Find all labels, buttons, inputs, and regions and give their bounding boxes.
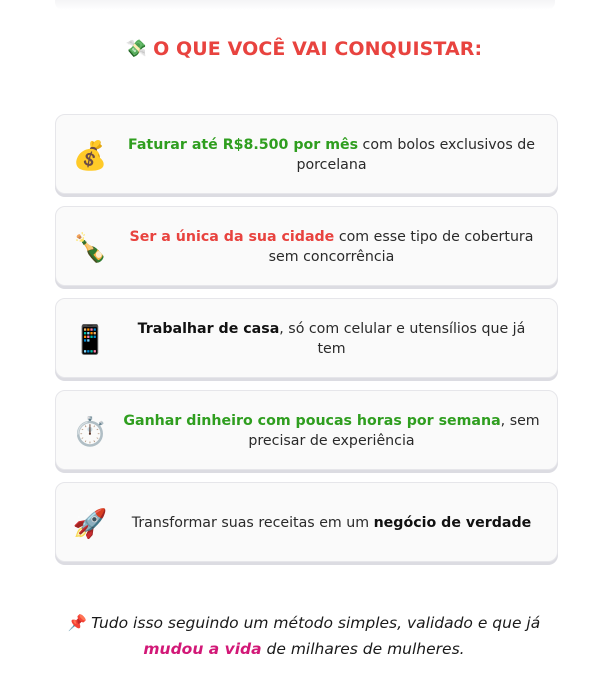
champagne-bottle-icon: 🍾 xyxy=(72,230,108,264)
footer-text-after: de milhares de mulheres. xyxy=(261,640,465,658)
top-fade-divider xyxy=(55,0,555,10)
section-heading-text: O QUE VOCÊ VAI CONQUISTAR: xyxy=(153,38,483,60)
benefit-text xyxy=(122,207,541,287)
footer-highlight: mudou a vida xyxy=(143,640,262,658)
stopwatch-icon: ⏱️ xyxy=(72,414,108,448)
benefit-highlight: negócio de verdade xyxy=(373,515,532,531)
benefit-rest: , só com celular e utensílios que já tem xyxy=(279,321,526,357)
benefit-card-work-home xyxy=(55,298,558,378)
benefit-prefix: Transformar suas receitas em um xyxy=(131,515,374,531)
benefit-rest: com bolos exclusivos de porcelana xyxy=(296,137,535,173)
benefit-highlight: Ser a única da sua cidade xyxy=(129,229,335,245)
money-bag-icon: 💰 xyxy=(72,138,108,172)
benefit-text xyxy=(122,391,541,471)
footer-text-before: Tudo isso seguindo um método simples, validado e que já xyxy=(91,614,541,632)
benefit-card-few-hours xyxy=(55,390,558,470)
benefit-card-unique xyxy=(55,206,558,286)
benefit-text xyxy=(122,483,541,563)
money-with-wings-icon: 💸 xyxy=(125,39,148,59)
benefit-highlight: Ganhar dinheiro com poucas horas por semana xyxy=(123,413,501,429)
benefit-text xyxy=(122,299,541,379)
benefit-text xyxy=(122,115,541,195)
footer-note xyxy=(40,610,568,662)
mobile-phone-icon: 📱 xyxy=(72,322,108,356)
section-heading xyxy=(0,38,608,60)
pushpin-icon: 📌 xyxy=(67,614,88,632)
rocket-icon: 🚀 xyxy=(72,506,108,540)
benefit-rest: , sem precisar de experiência xyxy=(248,413,540,449)
benefit-card-revenue xyxy=(55,114,558,194)
benefit-highlight: Trabalhar de casa xyxy=(137,321,280,337)
benefit-card-business xyxy=(55,482,558,562)
benefit-highlight: Faturar até R$8.500 por mês xyxy=(128,137,359,153)
benefit-rest: com esse tipo de cobertura sem concorrência xyxy=(268,229,534,265)
